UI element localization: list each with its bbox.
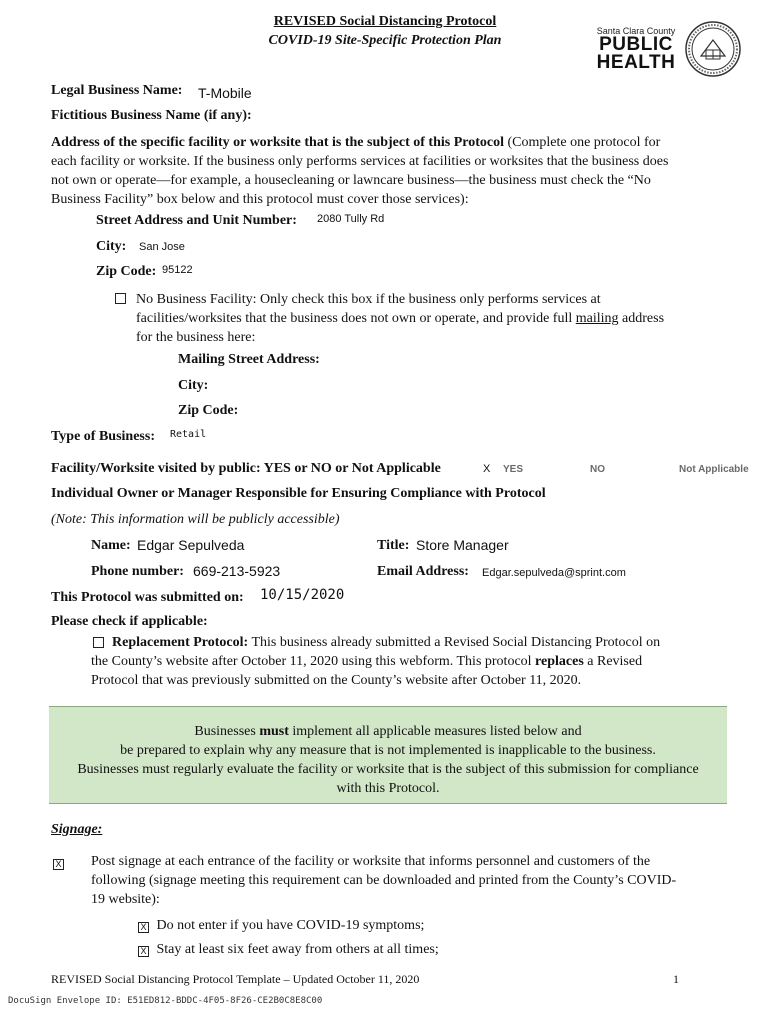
address-instructions	[51, 133, 741, 209]
signage-item-2	[138, 942, 439, 958]
mailing-zip-label: Zip Code:	[178, 403, 239, 418]
address-instructions-bold: Address of the specific facility or worksite that is the subject of this Protocol	[51, 135, 504, 150]
zip-value[interactable]: 95122	[162, 264, 193, 276]
email-label: Email Address:	[377, 564, 469, 579]
city-value[interactable]: San Jose	[139, 241, 185, 253]
docusign-envelope-id: DocuSign Envelope ID: E51ED812-BDDC-4F05-8F26-CE2B0C8E8C00	[8, 996, 323, 1006]
document-subtitle: COVID-19 Site-Specific Protection Plan	[268, 33, 502, 48]
name-value[interactable]: Edgar Sepulveda	[137, 537, 245, 553]
document-title-text: REVISED Social Distancing Protocol	[273, 14, 497, 29]
replacement-line2	[91, 652, 731, 671]
option-not-applicable[interactable]: Not Applicable	[679, 464, 749, 475]
no-facility-line1: No Business Facility: Only check this box if the business only performs services at	[136, 292, 601, 307]
street-label: Street Address and Unit Number:	[96, 213, 297, 228]
address-instructions-line3: not own or operate—for example, a housecleaning or lawncare business—the business must check the “No	[51, 173, 651, 188]
option-no[interactable]: NO	[590, 464, 605, 475]
notice-line3: Businesses must regularly evaluate the facility or worksite that is the subject of this submission for compliance	[77, 762, 699, 777]
replacement-line2-bold: replaces	[535, 654, 584, 669]
address-instructions-line2: each facility or worksite. If the business only performs services at facilities or worksites that the business does	[51, 154, 669, 169]
signage-item-1-text: Do not enter if you have COVID-19 symptoms;	[156, 918, 425, 933]
legal-name-value[interactable]: T-Mobile	[198, 85, 252, 101]
title-label: Title:	[377, 538, 410, 553]
checkbox-empty-icon[interactable]	[115, 293, 126, 304]
signage-heading	[51, 822, 102, 838]
no-facility-mailing-word: mailing	[575, 311, 619, 326]
logo-county-text: Santa Clara County	[596, 26, 676, 36]
replacement-line2-b: a Revised	[583, 654, 643, 669]
signage-item-2-text: Stay at least six feet away from others at all times;	[156, 942, 439, 957]
type-label: Type of Business:	[51, 429, 155, 444]
signage-main-line1: Post signage at each entrance of the facility or worksite that informs personnel and customers of the	[91, 854, 651, 869]
no-facility-text	[136, 290, 736, 347]
zip-label: Zip Code:	[96, 264, 157, 279]
signage-item-1	[138, 918, 424, 934]
mailing-city-label: City:	[178, 378, 209, 393]
compliance-notice-box	[49, 706, 727, 804]
signage-main-line3: 19 website):	[91, 892, 160, 907]
no-facility-line2-text: facilities/worksites that the business does not own or operate, and provide full	[136, 311, 573, 326]
logo-public-text: PUBLIC	[599, 34, 673, 55]
signage-main-text	[91, 852, 731, 909]
owner-note: (Note: This information will be publicly accessible)	[51, 512, 340, 527]
owner-heading: Individual Owner or Manager Responsible for Ensuring Compliance with Protocol	[51, 486, 546, 501]
street-value[interactable]: 2080 Tully Rd	[317, 213, 385, 225]
footer-template-text: REVISED Social Distancing Protocol Template – Updated October 11, 2020	[51, 972, 420, 986]
no-facility-line2	[136, 309, 736, 328]
notice-line1-a: Businesses	[194, 724, 260, 739]
checkbox-checked-icon[interactable]: X	[138, 946, 149, 957]
county-seal-icon	[684, 20, 742, 78]
notice-line1-b: implement all applicable measures listed below and	[288, 724, 582, 739]
fictitious-name-label: Fictitious Business Name (if any):	[51, 108, 252, 123]
notice-line2: be prepared to explain why any measure that is not implemented is inapplicable to the business.	[120, 743, 656, 758]
logo-health-text: HEALTH	[596, 52, 676, 73]
checkbox-checked-icon[interactable]: X	[53, 859, 64, 870]
city-label: City:	[96, 239, 127, 254]
visited-selected-mark[interactable]: X	[483, 463, 491, 475]
submitted-label: This Protocol was submitted on:	[51, 590, 244, 605]
replacement-line1	[91, 633, 731, 652]
submitted-value[interactable]: 10/15/2020	[260, 587, 345, 603]
address-instructions-line1	[51, 133, 741, 152]
notice-line4: with this Protocol.	[336, 781, 440, 796]
checkbox-checked-icon[interactable]: X	[138, 922, 149, 933]
visited-label: Facility/Worksite visited by public: YES or NO or Not Applicable	[51, 461, 441, 476]
notice-line1-bold: must	[259, 724, 289, 739]
notice-line1	[49, 722, 727, 741]
replacement-bold: Replacement Protocol:	[112, 635, 249, 650]
type-value[interactable]: Retail	[170, 429, 207, 440]
replacement-line2-a: the County’s website after October 11, 2020 using this webform. This protocol	[91, 654, 536, 669]
phone-label: Phone number:	[91, 564, 184, 579]
replacement-line3: Protocol that was previously submitted on the County’s website after October 11, 2020.	[91, 673, 582, 688]
signage-main-checkbox[interactable]	[53, 855, 64, 871]
no-facility-checkbox[interactable]	[115, 292, 126, 308]
legal-name-label: Legal Business Name:	[51, 83, 183, 98]
address-instructions-line4: Business Facility” box below and this protocol must cover those services):	[51, 192, 469, 207]
replacement-line1-rest: This business already submitted a Revised Social Distancing Protocol on	[248, 635, 661, 650]
public-health-logo	[594, 26, 678, 72]
address-instructions-rest: (Complete one protocol for	[504, 135, 661, 150]
name-label: Name:	[91, 538, 131, 553]
check-if-applicable-heading: Please check if applicable:	[51, 614, 208, 629]
phone-value[interactable]: 669-213-5923	[193, 563, 281, 579]
no-facility-line3: for the business here:	[136, 330, 256, 345]
signage-heading-text: Signage:	[51, 822, 103, 837]
signage-main-line2: following (signage meeting this requirement can be downloaded and printed from the County’s COVID-	[91, 873, 677, 888]
mailing-street-label: Mailing Street Address:	[178, 352, 320, 367]
option-yes[interactable]: YES	[503, 464, 524, 475]
no-facility-line2-end: address	[618, 311, 665, 326]
title-value[interactable]: Store Manager	[416, 537, 509, 553]
footer-page-number: 1	[673, 972, 679, 986]
replacement-text	[91, 633, 731, 690]
email-value[interactable]: Edgar.sepulveda@sprint.com	[482, 567, 626, 579]
